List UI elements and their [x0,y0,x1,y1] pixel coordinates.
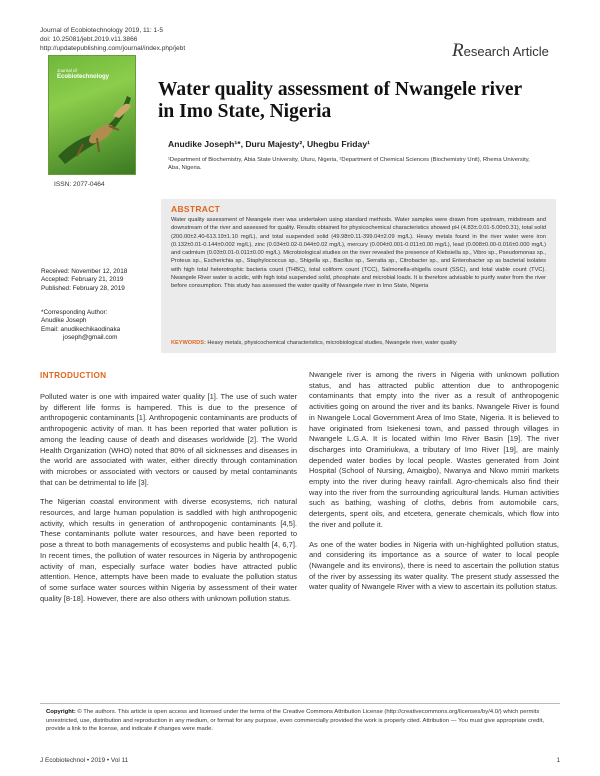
corresponding-name: Anudike Joseph [41,317,87,325]
corresponding-email-rest[interactable]: joseph@gmail.com [63,333,118,341]
journal-cover-image [48,55,136,175]
copyright-label: Copyright: [46,709,76,715]
paragraph: The Nigerian coastal environment with diverse ecosystems, rich natural resources, and large human population is saddled with high anthropogenic activity, which results in generation of anthropogenic contaminants [4,5]. These contaminants pollute water resources, and have been reported to pose a threat to both managements of ecosystems and public health [4, 6,7]. In recent times, the pollution of water resources in Nigeria by anthropogenic activity of man, especially surface water bodies have attracted public attention. Hence, attempts have been made to evaluate the pollution status of some surface water sources within Nigeria by assessment of their water quality [8-18]. However, there are also others with unknown pollution status. [40,497,297,603]
journal-meta [40,26,185,53]
issn: ISSN: 2077-0464 [54,181,105,188]
introduction-heading: INTRODUCTION [40,371,107,380]
article-title: Water quality assessment of Nwangele river in Imo State, Nigeria [158,79,522,122]
keywords-label: KEYWORDS: [171,340,206,346]
paragraph: As one of the water bodies in Nigeria with un-highlighted pollution status, and considering its importance as a source of water to local people (Nwangele and its environs), there is need to ascertain the pollution status of the river by assessing its water quality. The present study assessed the water quality of Nwangele River with a view to ascertain its pollution status. [309,539,559,592]
corresponding-label: *Corresponding Author: [41,309,108,316]
journal-doi[interactable]: doi: 10.25081/jebt.2019.v11.3866 [40,36,138,43]
journal-citation: Journal of Ecobiotechnology 2019, 11: 1-5 [40,27,164,34]
article-type-initial: R [452,40,464,61]
copyright-notice [40,703,560,759]
article-type-rest: esearch Article [463,44,549,59]
cover-title-small: Journal of [57,68,77,73]
footer-journal: J Ecobiotechnol • 2019 • Vol 11 [40,757,129,764]
lizard-icon [53,86,133,172]
abstract-heading: ABSTRACT [171,204,221,214]
cover-title [57,68,129,80]
affiliation: ¹Department of Biochemistry, Abia State University, Uturu, Nigeria, ²Department of Chemical Sciences (Biochemistry Unit), Rhema University, Aba, Nigeria. [168,157,530,172]
corresponding-author [41,309,120,342]
page-footer [40,757,560,764]
journal-url[interactable]: http://updatepublishing.com/journal/index.php/jebt [40,45,186,52]
copyright-text: © The authors. This article is open access and licensed under the terms of the Creative Commons Attribution License (http://creativecommons.org/licenses/by/4.0/) which permits unrestricted, use, distribution and reproduction in any medium, or format for any purpose, even commercially provided the work is properly cited. Attribution — You must give appropriate credit, provide a link to the license, and indicate if changes were made. [46,709,545,733]
abstract-text: Water quality assessment of Nwangele river was undertaken using standard methods. Water samples were drawn from upstream, midstream and downstream of the river and assessed for quality. Results obtained for physicochemical characteristics showed pH (4.83±.0.01-5.00±0.31), total solid (200.00±2.40-613.19±1.10 mg/L), and total suspended solid (49.98±0.11-399.04±2.09 mg/L). Heavy metals found in the river water were iron (0.132±0.01-0.144±0.002 mg/L), zinc (0.034±0.02-0.044±0.02 mg/L), mercury (0.004±0.001-0.011±0.00 mg/L), lead (0.008±0.00-0.016±0.000 mg/L) and cadmium (0.03±0.01-0.011±0.00 mg/L). Microbiological studies on the river revealed the presence of Klebsiella sp., Vibro sp., Pseudomonas sp., Proteus sp., Escherichia sp., Staphylococcus sp., Shigella sp., Bacillus sp., Serratia sp., Citrobacter sp., and Enterobacter sp as bacterial isolates with high total heterotrophic bacteria count (THBC), total coliform count (TCC), Salmonella-shigella count (SSC), and total viable count (TVC). Nwangele River water is acidic, with high total suspended solid, phosphate and microbial loads. It is therefore advisable to purify water from the river before consumption. This study has assessed the water quality of Nwangele river in Imo State, Nigeria [171,217,546,290]
accepted-date: Accepted: February 21, 2019 [41,276,124,284]
keywords-text: Heavy metals, physicochemical characteristics, microbiological studies, Nwangele river, water quality [205,340,457,346]
right-column [309,370,559,593]
published-date: Published: February 28, 2019 [41,284,125,292]
paragraph: Polluted water is one with impaired water quality [1]. The use of such water by different life forms is hampered. This is due to the presence of anthropogenic contaminants [1]. Anthropogenic contaminants are products of anthropogenic activity of man. It has been reported that water pollution is among the leading cause of death and diseases worldwide [2]. The World Health Organization (WHO) noted that 80% of all sicknesses and diseases in the world are associated with water, either directly through contamination with microbes or associated with vectors or caused by metal contaminants that can be detrimental to life [3]. [40,392,297,487]
corresponding-email[interactable]: Email: anudikechikaodinaka [41,325,121,333]
received-date: Received: November 12, 2018 [41,268,128,275]
authors: Anudike Joseph¹*, Duru Majesty², Uhegbu Friday¹ [168,139,370,149]
left-column [40,392,297,604]
paragraph: Nwangele river is among the rivers in Nigeria with unknown pollution status, and has attracted public attention due to anthropogenic contaminants that empty into the river as a result of anthropogenic activities going on around the river and its banks. Nwangele River is found in Nwangele Local Government Area of Imo State, Nigeria. It is believed to have originated from Isiekenesi town, and passed through villages in Nwangele L.G.A. It is located within Imo River Basin [19]. The river discharges into Oramiriukwa, a tributary of Imo River [19], are mainly depended water bodies by local people. Wastes generated from Joint Hospital (School of Nursing, Amaigbo), Nwanya and Nkwo mmiri markets empty into the river during heavy rainfall. Agro-chemicals also find their way into the river from the surrounding agricultural lands. Human activities such as bathing, washing of cloths, debris from automobile cars, detergents, spent oils, and etcetera, generate chemicals, which flow into the river and pollute it. [309,370,559,529]
keywords [171,340,551,346]
article-type [452,40,549,62]
article-dates [41,268,127,293]
page-number: 1 [556,757,560,764]
cover-title-big: Ecobiotechnology [57,74,110,80]
abstract-box [161,199,556,353]
